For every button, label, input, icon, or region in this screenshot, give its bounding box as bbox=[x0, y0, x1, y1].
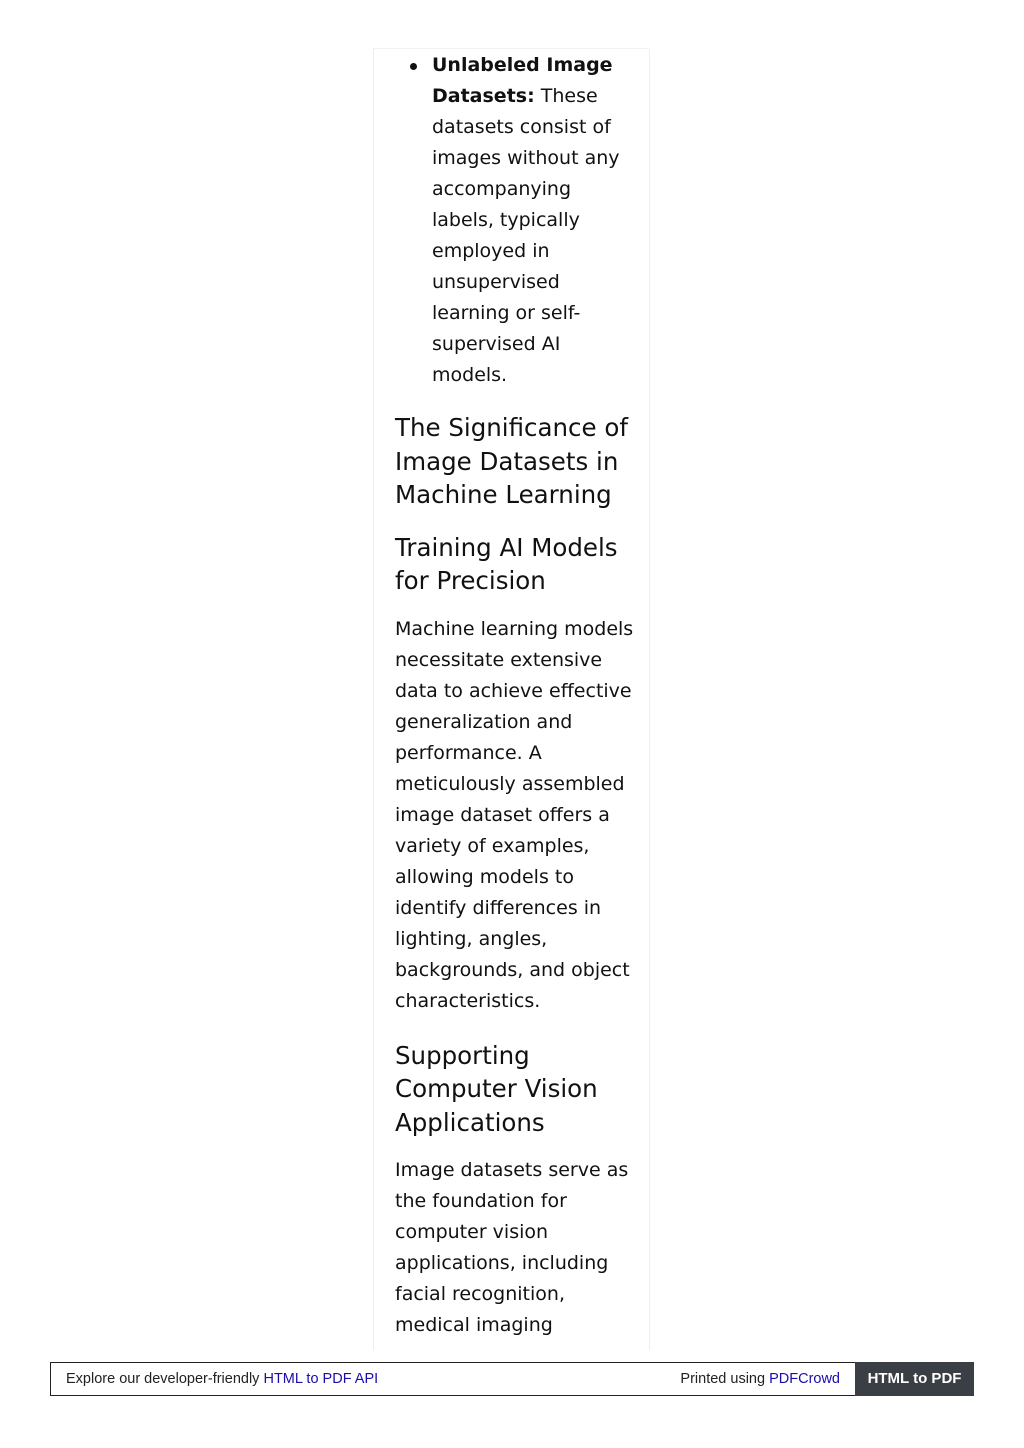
article-column bbox=[373, 48, 650, 1350]
paragraph-computer-vision: Image datasets serve as the foundation for computer vision applications, including facial recognition, medical imaging bbox=[395, 1159, 629, 1336]
section-heading-significance: The Significance of Image Datasets in Machine Learning bbox=[395, 413, 628, 509]
footer-left bbox=[66, 1371, 378, 1387]
pdfcrowd-link[interactable]: PDFCrowd bbox=[769, 1371, 840, 1387]
footer-left-text: Explore our developer-friendly bbox=[66, 1371, 260, 1387]
html-to-pdf-badge[interactable]: HTML to PDF bbox=[855, 1362, 974, 1396]
footer-right-text: Printed using bbox=[680, 1371, 766, 1387]
bullet-list bbox=[395, 49, 635, 391]
footer-right bbox=[680, 1371, 840, 1387]
pdfcrowd-footer bbox=[50, 1362, 974, 1396]
section-heading-computer-vision: Supporting Computer Vision Applications bbox=[395, 1040, 598, 1137]
paragraph-training: Machine learning models necessitate extensive data to achieve effective generalization and performance. A meticulously assembled image dataset offers a variety of examples, allowing models to identify differences in lighting, angles, backgrounds, and object characteristics. bbox=[395, 617, 634, 1012]
bullet-description: These datasets consist of images without any accompanying labels, typically employed in unsupervised learning or self-supervised AI models. bbox=[432, 85, 620, 386]
bullet-term: Unlabeled Image Datasets: bbox=[432, 54, 613, 107]
section-heading-training: Training AI Models for Precision bbox=[395, 532, 618, 595]
article-content bbox=[395, 49, 635, 1341]
bullet-dot-icon bbox=[410, 63, 417, 70]
html-to-pdf-api-link[interactable]: HTML to PDF API bbox=[263, 1371, 379, 1387]
list-item bbox=[395, 49, 635, 391]
